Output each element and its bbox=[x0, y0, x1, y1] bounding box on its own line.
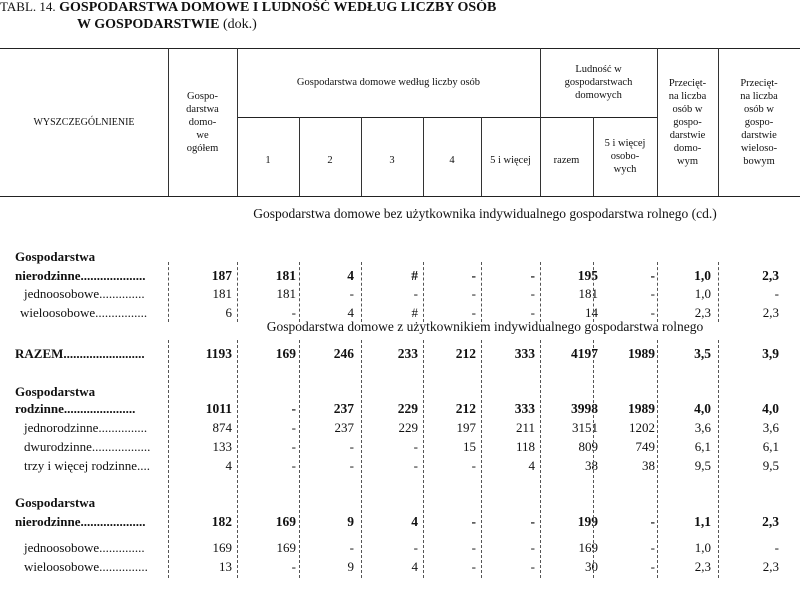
header-group-ludnosc: Ludność w gospodarstwach domowych bbox=[564, 64, 633, 101]
header-size-3: 3 bbox=[389, 154, 395, 166]
table-cell: 212 bbox=[455, 401, 476, 416]
row-label: nierodzinne.................... bbox=[15, 514, 146, 529]
table-cell: 4 bbox=[411, 559, 418, 574]
row-label-line1: Gospodarstwa bbox=[15, 495, 96, 510]
table-cell: 14 bbox=[585, 305, 598, 320]
table-cell: 181 bbox=[578, 286, 598, 301]
header-size-4: 4 bbox=[449, 154, 455, 166]
table-cell: 4 bbox=[347, 305, 354, 320]
table-cell: - bbox=[530, 514, 535, 529]
header-size-1: 1 bbox=[265, 154, 271, 166]
table-cell: 333 bbox=[514, 401, 535, 416]
table-cell: 30 bbox=[585, 559, 598, 574]
body-vline bbox=[361, 262, 362, 322]
table-cell: - bbox=[291, 458, 296, 473]
body-vline bbox=[540, 262, 541, 322]
table-cell: 211 bbox=[515, 420, 535, 435]
table-number: TABL. 14. bbox=[0, 0, 56, 14]
row-label: rodzinne...................... bbox=[15, 401, 136, 416]
table-cell: 118 bbox=[515, 439, 535, 454]
header-avg-wieloosobowym: Przecięt- na liczba osób w gospo- darstwie wieloso- bowym bbox=[740, 77, 778, 167]
table-cell: 1,0 bbox=[694, 540, 711, 555]
table-cell: 2,3 bbox=[762, 559, 779, 574]
body-vline bbox=[237, 340, 238, 578]
body-vline bbox=[168, 340, 169, 578]
table-cell: - bbox=[471, 286, 476, 301]
body-vline bbox=[481, 262, 482, 322]
table-cell: - bbox=[291, 439, 296, 454]
body-vline bbox=[299, 262, 300, 322]
table-cell: - bbox=[530, 286, 535, 301]
table-cell: 133 bbox=[212, 439, 232, 454]
table-cell: 1202 bbox=[629, 420, 655, 435]
table-cell: 13 bbox=[219, 559, 232, 574]
table-cell: 181 bbox=[212, 286, 232, 301]
table-cell: 2,3 bbox=[694, 305, 711, 320]
table-title-line1: GOSPODARSTWA DOMOWE I LUDNOŚĆ WEDŁUG LICZBY OSÓB bbox=[59, 0, 497, 15]
body-vline bbox=[423, 340, 424, 578]
table-cell: - bbox=[530, 540, 535, 555]
row-label: wieloosobowe................ bbox=[20, 305, 148, 320]
row-label: dwurodzinne.................. bbox=[24, 439, 151, 454]
table-cell: 229 bbox=[397, 401, 418, 416]
table-cell: # bbox=[411, 305, 418, 320]
table-cell: 1011 bbox=[205, 401, 232, 416]
header-bottom-rule bbox=[0, 196, 800, 197]
table-cell: 199 bbox=[577, 514, 598, 529]
table-cell: - bbox=[471, 540, 476, 555]
table-cell: - bbox=[291, 401, 296, 416]
row-label: jednorodzinne............... bbox=[24, 420, 148, 435]
row-label-line1: Gospodarstwa bbox=[15, 384, 96, 399]
table-cell: 9,5 bbox=[694, 458, 711, 473]
table-title-line2 bbox=[77, 16, 257, 34]
table-cell: 749 bbox=[635, 439, 655, 454]
table-title bbox=[0, 0, 496, 17]
table-cell: 187 bbox=[211, 268, 232, 283]
header-wyszczegolnienie: WYSZCZEGÓLNIENIE bbox=[33, 116, 135, 128]
table-cell: 169 bbox=[276, 540, 296, 555]
row-label: jednoosobowe.............. bbox=[24, 286, 145, 301]
table-cell: - bbox=[291, 559, 296, 574]
table-cell: 3,5 bbox=[694, 346, 711, 361]
table-cell: 1193 bbox=[205, 346, 232, 361]
table-cell: 212 bbox=[455, 346, 476, 361]
table-cell: 4 bbox=[225, 458, 232, 473]
table-cell: - bbox=[530, 305, 535, 320]
table-cell: - bbox=[530, 268, 535, 283]
table-cell: 15 bbox=[463, 439, 476, 454]
table-cell: 197 bbox=[456, 420, 476, 435]
body-vline bbox=[361, 340, 362, 578]
row-label: RAZEM......................... bbox=[15, 346, 145, 361]
table-cell: 4 bbox=[528, 458, 535, 473]
table-cell: 169 bbox=[212, 540, 232, 555]
table-cell: - bbox=[650, 514, 655, 529]
body-vline bbox=[657, 262, 658, 322]
table-cell: 6,1 bbox=[694, 439, 711, 454]
table-cell: 3,9 bbox=[762, 346, 779, 361]
header-group-sizes: Gospodarstwa domowe według liczby osób bbox=[296, 77, 481, 88]
table-cell: 237 bbox=[334, 420, 354, 435]
table-cell: 38 bbox=[585, 458, 598, 473]
table-cell: 195 bbox=[577, 268, 598, 283]
table-cell: - bbox=[349, 540, 354, 555]
table-title-suffix: (dok.) bbox=[223, 17, 257, 32]
table-cell: 4,0 bbox=[694, 401, 711, 416]
table-cell: 3151 bbox=[572, 420, 598, 435]
body-vline bbox=[593, 262, 594, 322]
table-cell: 1,1 bbox=[694, 514, 711, 529]
row-label: nierodzinne.................... bbox=[15, 268, 146, 283]
header-avg-domowym: Przecięt- na liczba osób w gospo- darstwie domo- wym bbox=[668, 77, 707, 167]
table-cell: - bbox=[471, 458, 476, 473]
header-5plus-people: 5 i więcej osobo- wych bbox=[604, 138, 646, 175]
table-title-line2-bold: W GOSPODARSTWIE bbox=[77, 17, 220, 32]
table-cell: - bbox=[471, 514, 476, 529]
table-cell: 181 bbox=[275, 268, 296, 283]
body-vline bbox=[657, 340, 658, 578]
table-cell: - bbox=[413, 439, 418, 454]
table-cell: - bbox=[471, 268, 476, 283]
table-cell: # bbox=[411, 268, 418, 283]
table-cell: 1,0 bbox=[694, 286, 711, 301]
table-cell: 4197 bbox=[571, 346, 598, 361]
table-cell: - bbox=[471, 559, 476, 574]
table-cell: 169 bbox=[275, 514, 296, 529]
table-cell: - bbox=[650, 268, 655, 283]
body-vline bbox=[593, 340, 594, 578]
table-cell: 237 bbox=[333, 401, 354, 416]
table-cell: 809 bbox=[578, 439, 598, 454]
table-cell: 6 bbox=[225, 305, 232, 320]
table-cell: 169 bbox=[578, 540, 598, 555]
table-cell: - bbox=[413, 458, 418, 473]
body-vline bbox=[423, 262, 424, 322]
table-cell: 3,6 bbox=[694, 420, 711, 435]
body-vline bbox=[237, 262, 238, 322]
body-vline bbox=[299, 340, 300, 578]
body-vline bbox=[718, 340, 719, 578]
table-cell: 3998 bbox=[571, 401, 598, 416]
body-vline bbox=[718, 262, 719, 322]
table-cell: 229 bbox=[398, 420, 418, 435]
table-cell: 38 bbox=[642, 458, 655, 473]
table-cell: 4,0 bbox=[762, 401, 779, 416]
table-cell: 3,6 bbox=[762, 420, 779, 435]
table-cell: 246 bbox=[333, 346, 354, 361]
table-cell: 9,5 bbox=[762, 458, 779, 473]
table-cell: - bbox=[349, 286, 354, 301]
row-label: trzy i więcej rodzinne.... bbox=[24, 458, 150, 473]
table-cell: - bbox=[650, 540, 655, 555]
table-cell: - bbox=[471, 305, 476, 320]
table-cell: 4 bbox=[411, 514, 418, 529]
table-cell: 874 bbox=[212, 420, 232, 435]
table-cell: 182 bbox=[211, 514, 232, 529]
table-cell: 1,0 bbox=[694, 268, 711, 283]
table-cell: 2,3 bbox=[762, 268, 779, 283]
table-cell: 9 bbox=[347, 559, 354, 574]
table-cell: - bbox=[530, 559, 535, 574]
table-cell: 2,3 bbox=[762, 514, 779, 529]
table-cell: 1989 bbox=[628, 346, 655, 361]
table-cell: 181 bbox=[276, 286, 296, 301]
row-label: jednoosobowe.............. bbox=[24, 540, 145, 555]
table-cell: 169 bbox=[275, 346, 296, 361]
table-cell: 2,3 bbox=[694, 559, 711, 574]
header-razem: razem bbox=[553, 154, 580, 166]
table-cell: - bbox=[413, 540, 418, 555]
body-vline bbox=[481, 340, 482, 578]
table-cell: 2,3 bbox=[762, 305, 779, 320]
header-ogolem: Gospo- darstwa domo- we ogółem bbox=[186, 90, 219, 154]
table-cell: - bbox=[650, 286, 655, 301]
table-cell: - bbox=[291, 420, 296, 435]
body-vline bbox=[540, 340, 541, 578]
table-cell: - bbox=[349, 439, 354, 454]
table-cell: - bbox=[291, 305, 296, 320]
table-cell: 233 bbox=[397, 346, 418, 361]
subheader-rule-sizes bbox=[237, 117, 540, 118]
table-cell: - bbox=[774, 286, 779, 301]
table-cell: 9 bbox=[347, 514, 354, 529]
table-cell: 6,1 bbox=[762, 439, 779, 454]
table-cell: - bbox=[413, 286, 418, 301]
body-vline bbox=[168, 262, 169, 322]
table-cell: - bbox=[774, 540, 779, 555]
table-cell: 333 bbox=[514, 346, 535, 361]
table-cell: 4 bbox=[347, 268, 354, 283]
table-cell: 1989 bbox=[628, 401, 655, 416]
row-label: wieloosobowe............... bbox=[24, 559, 148, 574]
table-cell: - bbox=[650, 305, 655, 320]
table-cell: - bbox=[650, 559, 655, 574]
table-cell: - bbox=[349, 458, 354, 473]
section-heading: Gospodarstwa domowe bez użytkownika indywidualnego gospodarstwa rolnego (cd.) bbox=[253, 206, 717, 221]
row-label-line1: Gospodarstwa bbox=[15, 249, 96, 264]
header-size-2: 2 bbox=[327, 154, 333, 166]
section-heading: Gospodarstwa domowe z użytkownikiem indywidualnego gospodarstwa rolnego bbox=[266, 319, 704, 334]
header-size-5plus: 5 i więcej bbox=[490, 154, 531, 166]
